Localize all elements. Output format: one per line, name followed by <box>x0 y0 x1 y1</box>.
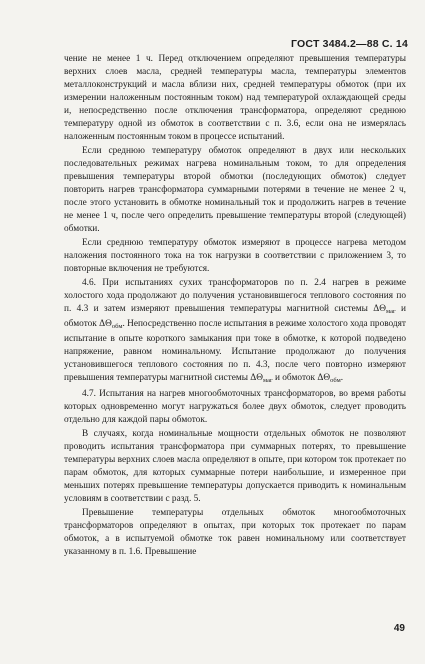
paragraph: 4.7. Испытания на нагрев многообмоточных трансформаторов, во время работы которых одновременно могут нагружаться более двух обмоток, следует проводить отдельно для каждой пары обмоток. <box>64 389 406 425</box>
paragraph: В случаях, когда номинальные мощности отдельных обмоток не позволяют проводить испытания трансформатора при суммарных потерях, то превышение температуры верхних слоев масла определяют в опыте, при котором ток протекает по парам обмоток, для которых суммарные потери наибольшие, и измеренное при меньших потерях превышение температуры допускается приводить к номинальным условиям в соответствии с разд. 5. <box>64 429 406 504</box>
body-text <box>64 53 406 559</box>
paragraph: Если среднюю температуру обмоток измеряют в процессе нагрева методом наложения постоянного тока на ток нагрузки в соответствии с приложением 3, то повторные включения не требуются. <box>64 238 406 274</box>
text-run: 4.6. При испытаниях сухих трансформаторов по п. 2.4 нагрев в режиме холостого хода продолжают до получения установившегося теплового состояния по п. 4.3 и затем измеряют превышения температуры магнитной системы ΔΘ <box>64 278 406 314</box>
text-run: и обмоток ΔΘ <box>272 373 331 383</box>
text-run: . <box>340 373 344 383</box>
page-number: 49 <box>393 623 405 634</box>
subscript: маг <box>386 308 396 315</box>
paragraph: чение не менее 1 ч. Перед отключением определяют превышения температуры верхних слоев масла, средней температуры масла, температуры элементов металлоконструкций и масла вблизи них, средней температуры обмоток (при их измерении наложенным постоянным током) над температурой охлаждающей среды и, непосредственно после отключения трансформатора, определяют среднюю температуру одной из обмоток в соответствии с п. 3.6, если она не измерялась наложенным постоянным током в процессе испытаний. <box>64 54 406 142</box>
subscript: маг <box>263 377 273 384</box>
paragraph: Превышение температуры отдельных обмоток многообмоточных трансформаторов определяют в опытах, при которых ток протекает по парам обмоток, а в испытуемой обмотке ток равен номинальному или соответствует указанному в п. 1.6. Превышение <box>64 508 406 557</box>
paragraph: Если среднюю температуру обмоток определяют в двух или нескольких последовательных режимах нагрева номинальным током, то для определения превышения температуры второй обмотки (последующих обмоток) следует повторить нагрев трансформатора суммарными потерями в течение не менее 2 ч, после этого установить в обмотке номинальный ток и продолжить нагрев в течение не менее 1 ч, после чего определить превышение температуры второй (следующей) обмотки. <box>64 146 406 234</box>
subscript: обм <box>111 323 123 330</box>
page-header: ГОСТ 3484.2—88 С. 14 <box>291 38 408 50</box>
paragraph-4-6 <box>64 277 406 387</box>
subscript: обм <box>330 377 341 384</box>
text-run: и обмоток ΔΘ <box>64 304 406 329</box>
text-run: . Непосредственно после испытания в режиме холостого хода проводят испытание в опыте короткого замыкания при токе в обмотке, к которой подведено напряжение, равном номинальному. Испытание продолжают до получения установившегося теплового состояния по п. 4.3, после чего повторно измеряют превышения температуры магнитной системы ΔΘ <box>64 319 406 383</box>
